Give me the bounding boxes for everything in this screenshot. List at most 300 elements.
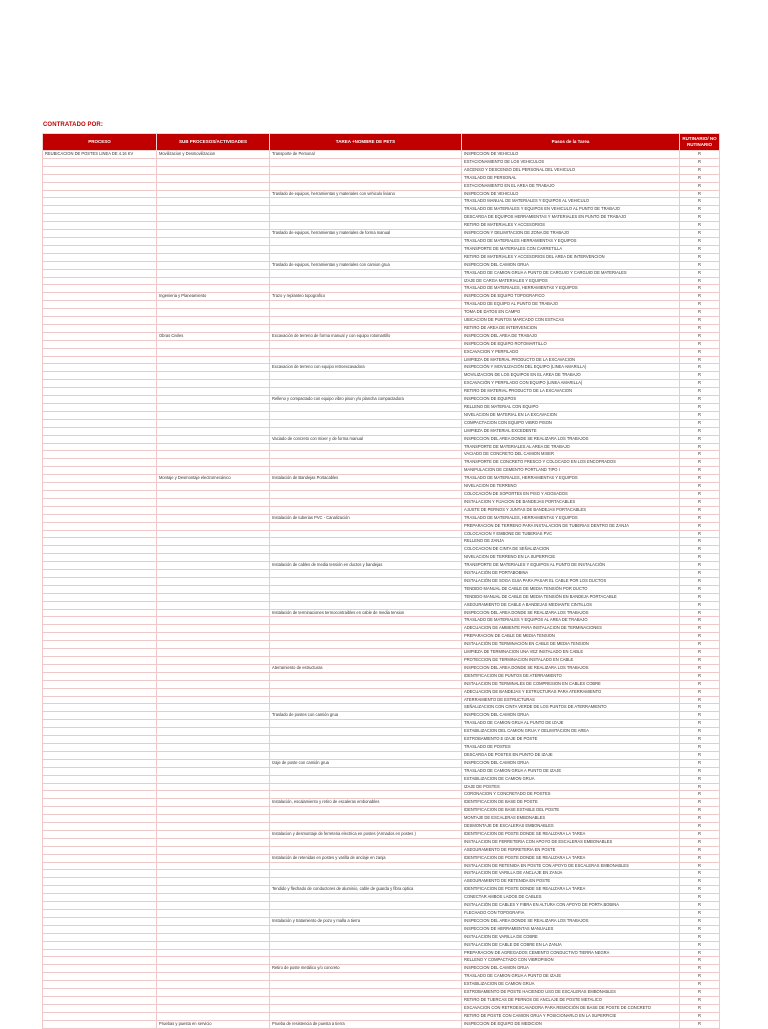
- cell-subproceso: [157, 372, 270, 380]
- cell-subproceso: [157, 514, 270, 522]
- table-row: [43, 158, 720, 166]
- table-row: [43, 949, 720, 957]
- cell-proceso: [43, 222, 157, 230]
- cell-tarea: [270, 388, 462, 396]
- cell-subproceso: [157, 182, 270, 190]
- cell-paso: INSPECCION DE VEHICULO: [462, 190, 680, 198]
- cell-tarea: [270, 380, 462, 388]
- cell-tarea: [270, 570, 462, 578]
- cell-rutinario: R: [680, 657, 720, 665]
- cell-rutinario: R: [680, 151, 720, 159]
- cell-paso: MANIPULACION DE CEMENTO PORTLAND TIPO I: [462, 467, 680, 475]
- cell-proceso: [43, 696, 157, 704]
- cell-proceso: REUBICACION DE POSTES LINEA DE 4.16 KV: [43, 151, 157, 159]
- cell-tarea: Instalación y tratamiento de pozo y malla a tierra: [270, 917, 462, 925]
- table-row: [43, 577, 720, 585]
- cell-rutinario: R: [680, 562, 720, 570]
- cell-paso: ADECUACION DE BANDEJAS Y ESTRUCTURAS PARA ATERRAMIENTO: [462, 688, 680, 696]
- cell-rutinario: R: [680, 404, 720, 412]
- cell-rutinario: R: [680, 364, 720, 372]
- cell-tarea: [270, 174, 462, 182]
- cell-proceso: [43, 198, 157, 206]
- cell-subproceso: [157, 198, 270, 206]
- cell-subproceso: [157, 498, 270, 506]
- table-row: [43, 522, 720, 530]
- cell-proceso: [43, 973, 157, 981]
- cell-paso: TRASLADO MANUAL DE MATERIALES Y EQUIPOS AL VEHICULO: [462, 198, 680, 206]
- cell-rutinario: R: [680, 854, 720, 862]
- cell-subproceso: [157, 451, 270, 459]
- cell-proceso: [43, 230, 157, 238]
- cell-paso: INSPECCION DEL CAMION GRUA: [462, 759, 680, 767]
- cell-rutinario: R: [680, 435, 720, 443]
- cell-subproceso: [157, 506, 270, 514]
- cell-tarea: [270, 427, 462, 435]
- cell-tarea: [270, 878, 462, 886]
- cell-tarea: [270, 498, 462, 506]
- cell-subproceso: [157, 554, 270, 562]
- table-row: [43, 838, 720, 846]
- cell-proceso: [43, 301, 157, 309]
- cell-paso: IDENTIFICACION DE PUNTOS DE ATERRAMIENTO: [462, 672, 680, 680]
- cell-subproceso: [157, 712, 270, 720]
- cell-paso: RETIRO DE MATERIALES Y ACCESORIOS: [462, 222, 680, 230]
- cell-proceso: [43, 949, 157, 957]
- cell-paso: INSPECCION DEL AREA DONDE SE REALIZARA LOS TRABAJOS: [462, 664, 680, 672]
- cell-tarea: Prueba de resistencia de puesta a tierra: [270, 1020, 462, 1028]
- cell-paso: COMPACTACION CON EQUIPO VIBRO PISON: [462, 419, 680, 427]
- cell-tarea: [270, 870, 462, 878]
- cell-subproceso: [157, 743, 270, 751]
- cell-paso: DESMONTAJE DE ESCALERAS EMBONABLES: [462, 823, 680, 831]
- cell-subproceso: [157, 894, 270, 902]
- cell-rutinario: R: [680, 1020, 720, 1028]
- cell-subproceso: [157, 222, 270, 230]
- cell-paso: INSTALACION DE VARILLA DE ANCLAJE EN ZANJA: [462, 870, 680, 878]
- cell-paso: INSTALACION DE TERMINALES DE COMPRESION EN CABLES COBRE: [462, 680, 680, 688]
- cell-paso: TRASLADO DE CAMION GRUA A PUNTO DE CARGUIO Y CARGUIO DE MATERIALES: [462, 269, 680, 277]
- cell-tarea: [270, 625, 462, 633]
- cell-tarea: Instalación, escalamiento y retiro de escaleras embonables: [270, 799, 462, 807]
- cell-tarea: [270, 593, 462, 601]
- table-row: [43, 332, 720, 340]
- cell-rutinario: R: [680, 419, 720, 427]
- table-row: [43, 759, 720, 767]
- cell-rutinario: R: [680, 649, 720, 657]
- table-row: [43, 214, 720, 222]
- cell-rutinario: R: [680, 1012, 720, 1020]
- col-header-subprocesos: SUB PROCESOS/ACTIVIDADES: [157, 134, 270, 151]
- cell-paso: TRASLADO DE MATERIALES, HERRAMIENTAS Y EQUIPOS: [462, 514, 680, 522]
- cell-rutinario: R: [680, 514, 720, 522]
- cell-proceso: [43, 237, 157, 245]
- cell-tarea: [270, 467, 462, 475]
- table-row: [43, 609, 720, 617]
- cell-paso: DESCARGA DE EQUIPOS HERRAMIENTAS Y MATERIALES EN PUNTO DE TRABAJO: [462, 214, 680, 222]
- cell-proceso: [43, 925, 157, 933]
- cell-proceso: [43, 712, 157, 720]
- cell-tarea: [270, 617, 462, 625]
- cell-rutinario: R: [680, 293, 720, 301]
- cell-rutinario: R: [680, 617, 720, 625]
- cell-paso: RETIRO DE MATERIALES Y ACCESORIOS DEL AREA DE INTERVENCION: [462, 253, 680, 261]
- cell-paso: MOVILIZACION DE LOS EQUIPOS EN EL AREA DE TRABAJO: [462, 372, 680, 380]
- cell-rutinario: R: [680, 198, 720, 206]
- cell-rutinario: R: [680, 269, 720, 277]
- table-row: [43, 546, 720, 554]
- cell-proceso: [43, 957, 157, 965]
- table-row: [43, 680, 720, 688]
- cell-rutinario: R: [680, 743, 720, 751]
- cell-paso: INSTALACION DE FERRETERIA CON APOYO DE ESCALERAS EMBONABLES: [462, 838, 680, 846]
- table-row: [43, 625, 720, 633]
- cell-proceso: [43, 530, 157, 538]
- cell-subproceso: [157, 878, 270, 886]
- contratado-label: CONTRATADO POR:: [43, 122, 103, 128]
- cell-paso: ESTABILIZACION DE CAMION GRUA: [462, 981, 680, 989]
- cell-paso: EXCAVACIÓN Y PERFILADO CON EQUIPO (LINEA AMARILLA): [462, 380, 680, 388]
- cell-paso: PREPARACION DE CABLE DE MEDIA TENSION: [462, 633, 680, 641]
- table-row: [43, 490, 720, 498]
- table-row: [43, 973, 720, 981]
- cell-paso: RELLENO Y COMPACTADO CON VIBROPISON: [462, 957, 680, 965]
- cell-proceso: [43, 459, 157, 467]
- cell-subproceso: [157, 649, 270, 657]
- cell-subproceso: [157, 672, 270, 680]
- cell-tarea: Vaciado de concreto con mixer y de forma manual: [270, 435, 462, 443]
- cell-proceso: [43, 664, 157, 672]
- cell-proceso: [43, 293, 157, 301]
- cell-proceso: [43, 475, 157, 483]
- cell-tarea: [270, 443, 462, 451]
- cell-tarea: [270, 483, 462, 491]
- cell-paso: ESTROBAMIENTO DE POSTE HACIENDO USO DE ESCALERAS EMBONABLES: [462, 989, 680, 997]
- cell-subproceso: [157, 957, 270, 965]
- cell-tarea: [270, 182, 462, 190]
- cell-proceso: [43, 324, 157, 332]
- cell-paso: NIVELACION DE TERRENO EN LA SUPERFICIE: [462, 554, 680, 562]
- table-row: [43, 198, 720, 206]
- table-row: [43, 427, 720, 435]
- cell-paso: COLOCACION Y EMBONE DE TUBERIAS PVC: [462, 530, 680, 538]
- table-row: [43, 696, 720, 704]
- cell-rutinario: R: [680, 166, 720, 174]
- cell-proceso: [43, 364, 157, 372]
- cell-subproceso: Ingenieria y Planeamiento: [157, 293, 270, 301]
- table-row: [43, 253, 720, 261]
- cell-subproceso: [157, 886, 270, 894]
- cell-rutinario: R: [680, 846, 720, 854]
- cell-paso: ADECUACION DE AMBIENTE PARA INSTALACION DE TERMINACIONES: [462, 625, 680, 633]
- table-row: [43, 206, 720, 214]
- cell-rutinario: R: [680, 830, 720, 838]
- cell-paso: TRASLADO DE MATERIALES, HERRAMIENTAS Y EQUIPOS: [462, 475, 680, 483]
- cell-tarea: [270, 649, 462, 657]
- cell-proceso: [43, 261, 157, 269]
- table-row: [43, 902, 720, 910]
- cell-paso: EXCAVACION Y PERFILADO: [462, 348, 680, 356]
- table-row: [43, 657, 720, 665]
- cell-subproceso: [157, 356, 270, 364]
- cell-subproceso: [157, 530, 270, 538]
- cell-rutinario: R: [680, 633, 720, 641]
- cell-paso: IDENTIFICACION DE BASE ESTABLE DEL POSTE: [462, 807, 680, 815]
- cell-subproceso: [157, 941, 270, 949]
- cell-paso: LIMPIEZA DE MATERIAL EXCEDENTE: [462, 427, 680, 435]
- cell-rutinario: R: [680, 973, 720, 981]
- cell-tarea: [270, 783, 462, 791]
- cell-tarea: [270, 925, 462, 933]
- cell-subproceso: [157, 158, 270, 166]
- table-row: [43, 633, 720, 641]
- cell-tarea: [270, 459, 462, 467]
- cell-subproceso: [157, 696, 270, 704]
- cell-proceso: [43, 704, 157, 712]
- cell-rutinario: R: [680, 941, 720, 949]
- cell-proceso: [43, 182, 157, 190]
- cell-tarea: [270, 941, 462, 949]
- cell-proceso: [43, 775, 157, 783]
- cell-tarea: Instalación de retenidas en postes y varilla de anclaje en zanja: [270, 854, 462, 862]
- cell-tarea: Aterramiento de estructuras: [270, 664, 462, 672]
- table-row: [43, 815, 720, 823]
- cell-paso: CONECTAR AMBOS LADOS DE CABLES: [462, 894, 680, 902]
- table-body: [43, 151, 720, 1029]
- cell-subproceso: [157, 902, 270, 910]
- cell-tarea: [270, 823, 462, 831]
- cell-proceso: [43, 214, 157, 222]
- cell-paso: TRANSPORTE DE MATERIALES CON CARRETILLA: [462, 245, 680, 253]
- cell-proceso: [43, 309, 157, 317]
- cell-subproceso: [157, 230, 270, 238]
- cell-proceso: [43, 490, 157, 498]
- cell-paso: INSPECCION DEL AREA DE TRABAJO: [462, 332, 680, 340]
- cell-paso: RETIRO DE MATERIAL PRODUCTO DE LA EXCAVACION: [462, 388, 680, 396]
- cell-subproceso: [157, 538, 270, 546]
- cell-proceso: [43, 870, 157, 878]
- cell-rutinario: R: [680, 783, 720, 791]
- cell-paso: INSPECCION DEL CAMION GRUA: [462, 965, 680, 973]
- table-row: [43, 981, 720, 989]
- cell-proceso: [43, 720, 157, 728]
- table-row: [43, 388, 720, 396]
- cell-rutinario: R: [680, 870, 720, 878]
- cell-subproceso: [157, 830, 270, 838]
- table-row: [43, 317, 720, 325]
- cell-paso: INSPECCION DEL AREA DONDE SE REALIZARA LOS TRABAJOS: [462, 609, 680, 617]
- cell-proceso: [43, 1012, 157, 1020]
- cell-tarea: [270, 657, 462, 665]
- cell-tarea: Izaje de poste con camión grua: [270, 759, 462, 767]
- table-row: [43, 182, 720, 190]
- cell-rutinario: R: [680, 601, 720, 609]
- table-row: [43, 1020, 720, 1028]
- cell-proceso: [43, 317, 157, 325]
- cell-proceso: [43, 823, 157, 831]
- table-row: [43, 870, 720, 878]
- cell-rutinario: R: [680, 340, 720, 348]
- cell-paso: COLOCACION DE CINTA DE SEÑALIZACION: [462, 546, 680, 554]
- cell-proceso: [43, 680, 157, 688]
- col-header-pasos: Pasos de la Tarea: [462, 134, 680, 151]
- cell-paso: INSPECCION DEL AREA DONDE SE REALIZARA LOS TRABAJOS: [462, 917, 680, 925]
- cell-paso: INSTALACIÓN DE CABLES Y FIBRA EN ALTURA CON APOYO DE PORTA BOBINA: [462, 902, 680, 910]
- cell-paso: TRASLADO DE POSTES: [462, 743, 680, 751]
- cell-subproceso: [157, 728, 270, 736]
- cell-subproceso: [157, 815, 270, 823]
- cell-paso: TENDIDO MANUAL DE CABLE DE MEDIA TENSIÓN POR DUCTO: [462, 585, 680, 593]
- cell-subproceso: [157, 396, 270, 404]
- cell-subproceso: Montaje y Desmontaje electromecánico: [157, 475, 270, 483]
- table-row: [43, 514, 720, 522]
- cell-rutinario: R: [680, 237, 720, 245]
- cell-proceso: [43, 443, 157, 451]
- cell-rutinario: R: [680, 498, 720, 506]
- cell-paso: CORONACION Y CONCRETADO DE POSTES: [462, 791, 680, 799]
- cell-paso: TRANSPORTE DE CONCRETO FRESCO Y COLOCADO EN LOS ENCOFRADOS: [462, 459, 680, 467]
- cell-rutinario: R: [680, 925, 720, 933]
- cell-subproceso: [157, 206, 270, 214]
- cell-rutinario: R: [680, 736, 720, 744]
- cell-proceso: [43, 736, 157, 744]
- cell-subproceso: [157, 490, 270, 498]
- cell-tarea: [270, 641, 462, 649]
- cell-proceso: [43, 878, 157, 886]
- cell-tarea: Instalación de cables de media tensión en ductos y bandejas: [270, 562, 462, 570]
- cell-proceso: [43, 253, 157, 261]
- risk-table: [42, 133, 720, 1029]
- table-row: [43, 190, 720, 198]
- table-row: [43, 917, 720, 925]
- cell-rutinario: R: [680, 411, 720, 419]
- cell-paso: INSPECCIÓN Y MOVILIZACIÓN DEL EQUIPO (LINEA AMARILLA): [462, 364, 680, 372]
- cell-subproceso: [157, 364, 270, 372]
- cell-tarea: [270, 807, 462, 815]
- cell-tarea: [270, 696, 462, 704]
- cell-tarea: [270, 237, 462, 245]
- cell-proceso: [43, 427, 157, 435]
- table-row: [43, 910, 720, 918]
- cell-tarea: [270, 285, 462, 293]
- cell-rutinario: R: [680, 230, 720, 238]
- cell-tarea: [270, 530, 462, 538]
- table-row: [43, 1004, 720, 1012]
- cell-proceso: [43, 751, 157, 759]
- cell-proceso: [43, 854, 157, 862]
- cell-subproceso: [157, 799, 270, 807]
- cell-paso: IDENTIFICACION DE BASE DE POSTE: [462, 799, 680, 807]
- cell-rutinario: R: [680, 356, 720, 364]
- cell-paso: RETIRO DE AREA DE INTERVENCION: [462, 324, 680, 332]
- cell-proceso: [43, 593, 157, 601]
- cell-proceso: [43, 688, 157, 696]
- table-row: [43, 380, 720, 388]
- cell-paso: ASCENSO Y DESCENSO DEL PERSONAL DEL VEHICULO: [462, 166, 680, 174]
- table-row: [43, 269, 720, 277]
- cell-tarea: [270, 301, 462, 309]
- cell-paso: ASEGURAMIENTO DE FERRETERIA EN POSTE: [462, 846, 680, 854]
- cell-subproceso: [157, 720, 270, 728]
- cell-rutinario: R: [680, 490, 720, 498]
- table-row: [43, 823, 720, 831]
- cell-tarea: [270, 957, 462, 965]
- cell-rutinario: R: [680, 593, 720, 601]
- cell-paso: ASEGURAMIENTO DE RETENIDA EN POSTE: [462, 878, 680, 886]
- cell-subproceso: [157, 783, 270, 791]
- cell-tarea: [270, 1004, 462, 1012]
- cell-subproceso: [157, 380, 270, 388]
- cell-paso: TRASLADO DE MATERIALES, HERRAMIENTAS Y EQUIPOS: [462, 285, 680, 293]
- cell-rutinario: R: [680, 570, 720, 578]
- cell-tarea: Traslado de equipos, herramientas y materiales de forma manual: [270, 230, 462, 238]
- cell-tarea: [270, 356, 462, 364]
- cell-rutinario: R: [680, 902, 720, 910]
- cell-paso: FLECHADO CON TOPOGRAFIA: [462, 910, 680, 918]
- cell-tarea: Instalacion y desmontaje de ferreteria electrica en postes (Armados en postes ): [270, 830, 462, 838]
- cell-proceso: [43, 815, 157, 823]
- cell-proceso: [43, 467, 157, 475]
- cell-proceso: [43, 570, 157, 578]
- cell-subproceso: [157, 190, 270, 198]
- cell-paso: TRASLADO DE CAMION GRUA AL PUNTO DE IZAJE: [462, 720, 680, 728]
- cell-rutinario: R: [680, 688, 720, 696]
- cell-rutinario: R: [680, 989, 720, 997]
- cell-paso: IZAJE DE CARGA MATERIALES Y EQUIPOS: [462, 277, 680, 285]
- cell-subproceso: [157, 736, 270, 744]
- cell-subproceso: [157, 435, 270, 443]
- cell-paso: TRANSPORTE DE MATERIALES AL AREA DE TRABAJO: [462, 443, 680, 451]
- cell-rutinario: R: [680, 791, 720, 799]
- cell-rutinario: R: [680, 451, 720, 459]
- cell-paso: INSPECCION DE EQUIPO TOPOGRAFICO: [462, 293, 680, 301]
- cell-rutinario: R: [680, 158, 720, 166]
- table-row: [43, 704, 720, 712]
- cell-tarea: Excavación de terreno de forma manual y con equipo rotomartillo: [270, 332, 462, 340]
- cell-proceso: [43, 206, 157, 214]
- cell-tarea: [270, 222, 462, 230]
- cell-paso: DESCARGA DE POSTES EN PUNTO DE IZAJE: [462, 751, 680, 759]
- table-row: [43, 237, 720, 245]
- table-row: [43, 301, 720, 309]
- table-row: [43, 324, 720, 332]
- cell-proceso: [43, 672, 157, 680]
- cell-rutinario: R: [680, 475, 720, 483]
- cell-rutinario: R: [680, 910, 720, 918]
- table-row: [43, 459, 720, 467]
- cell-rutinario: R: [680, 981, 720, 989]
- table-row: [43, 941, 720, 949]
- cell-tarea: [270, 704, 462, 712]
- cell-tarea: Instalación de terminaciones termocontraibles en cable de media tension: [270, 609, 462, 617]
- table-row: [43, 151, 720, 159]
- cell-rutinario: R: [680, 538, 720, 546]
- table-row: [43, 356, 720, 364]
- cell-paso: TRASLADO DE CAMION GRUA A PUNTO DE IZAJE: [462, 767, 680, 775]
- cell-subproceso: [157, 261, 270, 269]
- cell-subproceso: [157, 657, 270, 665]
- cell-subproceso: [157, 245, 270, 253]
- table-row: [43, 989, 720, 997]
- cell-proceso: [43, 506, 157, 514]
- cell-proceso: [43, 522, 157, 530]
- cell-subproceso: [157, 309, 270, 317]
- cell-rutinario: R: [680, 664, 720, 672]
- cell-proceso: [43, 617, 157, 625]
- cell-rutinario: R: [680, 609, 720, 617]
- cell-subproceso: [157, 522, 270, 530]
- table-row: [43, 965, 720, 973]
- cell-rutinario: R: [680, 823, 720, 831]
